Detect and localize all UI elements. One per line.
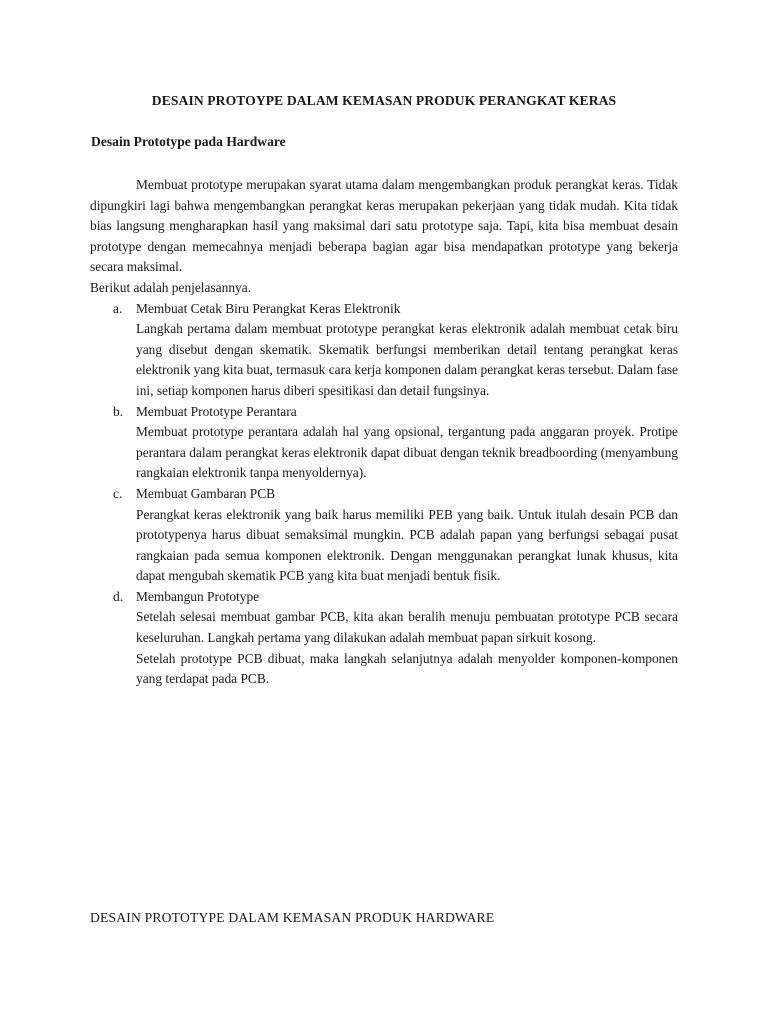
list-marker: b. xyxy=(113,403,124,419)
list-item xyxy=(90,484,678,587)
document-body xyxy=(90,175,678,690)
list-item xyxy=(90,299,678,402)
list-item-paragraph: Langkah pertama dalam membuat prototype perangkat keras elektronik adalah membuat cetak biru yang disebut dengan skematik. Skematik berfungsi memberikan detail tentang perangkat keras elektronik yang kita buat, termasuk cara kerja komponen dalam perangkat keras tersebut. Dalam fase ini, setiap komponen harus diberi spesitikasi dan detail fungsinya. xyxy=(136,321,678,398)
list-item-paragraph: Perangkat keras elektronik yang baik harus memiliki PEB yang baik. Untuk itulah desain PCB dan prototypenya harus dibuat semaksimal mungkin. PCB adalah papan yang berfungsi sebagai pusat rangkaian pada semua komponen elektronik. Dengan menggunakan perangkat lunak khusus, kita dapat mengubah skematik PCB yang kita buat menjadi bentuk fisik. xyxy=(136,506,678,584)
list-lead-text: Berikut adalah penjelasannya. xyxy=(90,279,251,295)
list-marker: a. xyxy=(113,300,123,316)
list-item xyxy=(90,587,678,690)
intro-paragraph: Membuat prototype merupakan syarat utama dalam mengembangkan produk perangkat keras. Tidak dipungkiri lagi bahwa mengembangkan perangkat keras merupakan pekerjaan yang tidak mudah. Kita tidak bias langsung mengharapkan hasil yang maksimal dari satu prototype saja. Tapi, kita bisa membuat desain prototype dengan memecahnya menjadi beberapa bagian agar bisa mendapatkan prototype yang bekerja secara maksimal. xyxy=(90,177,678,275)
section-heading: Desain Prototype pada Hardware xyxy=(91,134,286,149)
list-item-paragraph: Setelah prototype PCB dibuat, maka langkah selanjutnya adalah menyolder komponen-komponen yang terdapat pada PCB. xyxy=(136,650,678,687)
list-item-heading: Membuat Gambaran PCB xyxy=(136,485,276,501)
list-item-heading: Membangun Prototype xyxy=(136,588,260,604)
list-item-heading: Membuat Cetak Biru Perangkat Keras Elektronik xyxy=(136,300,401,316)
list-marker: c. xyxy=(113,485,123,501)
list-item xyxy=(90,402,678,484)
list-item-paragraph: Membuat prototype perantara adalah hal yang opsional, tergantung pada anggaran proyek. Protipe perantara dalam perangkat keras elektronik dapat dibuat dengan teknik breadboording (menyambung rangkaian elektronik tanpa menyoldernya). xyxy=(136,424,678,481)
list-item-heading: Membuat Prototype Perantara xyxy=(136,403,297,419)
list-marker: d. xyxy=(113,588,124,604)
list-item-paragraph: Setelah selesai membuat gambar PCB, kita akan beralih menuju pembuatan prototype PCB secara keseluruhan. Langkah pertama yang dilakukan adalah membuat papan sirkuit kosong. xyxy=(136,609,678,646)
next-document-title: DESAIN PROTOTYPE DALAM KEMASAN PRODUK HARDWARE xyxy=(90,910,495,925)
document-title: DESAIN PROTOYPE DALAM KEMASAN PRODUK PERANGKAT KERAS xyxy=(151,93,617,108)
steps-list xyxy=(90,299,678,690)
